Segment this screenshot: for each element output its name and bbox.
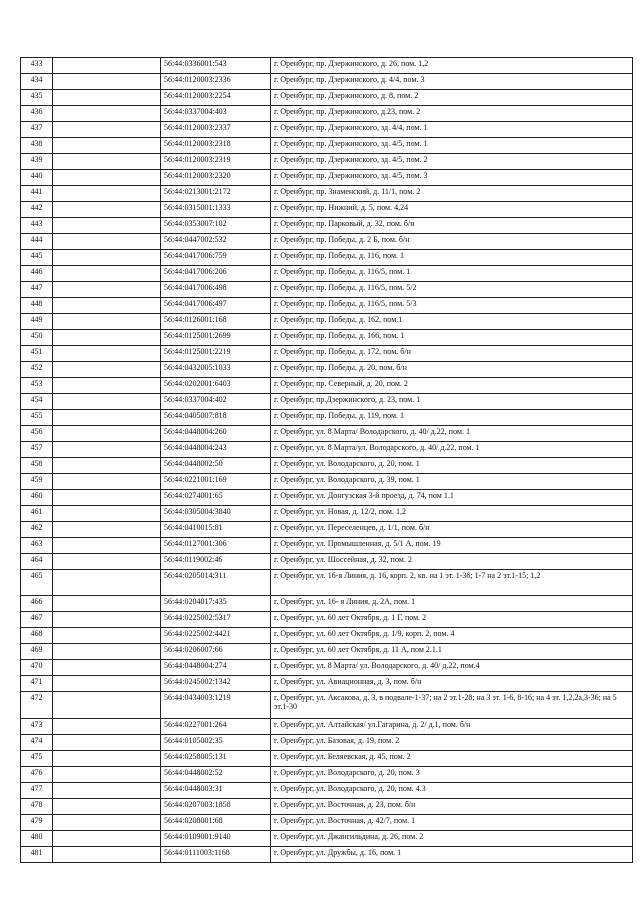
table-row	[21, 362, 633, 378]
cadastral-number: 56:44:0337004:403	[161, 106, 271, 122]
row-number: 435	[21, 90, 53, 106]
cadastral-number: 56:44:0208001:68	[161, 815, 271, 831]
blank-cell	[53, 719, 161, 735]
blank-cell	[53, 90, 161, 106]
cadastral-number: 56:44:0127001:306	[161, 538, 271, 554]
object-address: г. Оренбург, ул. 16- я Линия, д. 2А, пом. 1	[271, 596, 633, 612]
table-row	[21, 522, 633, 538]
table-row	[21, 474, 633, 490]
row-number: 445	[21, 250, 53, 266]
blank-cell	[53, 138, 161, 154]
table-row	[21, 170, 633, 186]
table-row	[21, 676, 633, 692]
object-address: г. Оренбург, ул. Володарского, д. 20, пом. 4.3	[271, 783, 633, 799]
table-row	[21, 815, 633, 831]
blank-cell	[53, 58, 161, 74]
registry-table	[20, 57, 633, 863]
blank-cell	[53, 815, 161, 831]
blank-cell	[53, 378, 161, 394]
row-number: 439	[21, 154, 53, 170]
cadastral-number: 56:44:0337004:402	[161, 394, 271, 410]
table-row	[21, 692, 633, 719]
object-address: г. Оренбург, ул. 8 Марта/ул. Володарского, д. 40/ д.22, пом. 1	[271, 442, 633, 458]
cadastral-number: 56:44:0221001:169	[161, 474, 271, 490]
blank-cell	[53, 799, 161, 815]
row-number: 462	[21, 522, 53, 538]
blank-cell	[53, 751, 161, 767]
table-row	[21, 298, 633, 314]
row-number: 471	[21, 676, 53, 692]
object-address: г. Оренбург, пр. Дзержинского, зд. 4/5, пом. 1	[271, 138, 633, 154]
row-number: 464	[21, 554, 53, 570]
cadastral-number: 56:44:0205014:311	[161, 570, 271, 596]
table-row	[21, 767, 633, 783]
object-address: г. Оренбург, пр. Знаменский, д. 11/1, пом. 2	[271, 186, 633, 202]
cadastral-number: 56:44:0120003:2336	[161, 74, 271, 90]
blank-cell	[53, 394, 161, 410]
row-number: 438	[21, 138, 53, 154]
object-address: г. Оренбург, ул. Восточная, д. 42/7, пом. 1	[271, 815, 633, 831]
row-number: 468	[21, 628, 53, 644]
row-number: 451	[21, 346, 53, 362]
cadastral-number: 56:44:0120003:2254	[161, 90, 271, 106]
object-address: г. Оренбург, ул. Авиационная, д. 3, пом. б/н	[271, 676, 633, 692]
row-number: 460	[21, 490, 53, 506]
row-number: 481	[21, 847, 53, 863]
row-number: 457	[21, 442, 53, 458]
table-row	[21, 106, 633, 122]
cadastral-number: 56:44:0432005:1033	[161, 362, 271, 378]
object-address: г. Оренбург, пр. Победы, д. 20, пом. б/н	[271, 362, 633, 378]
object-address: г. Оренбург, ул. Переселенцев, д. 1/1, пом. б/н	[271, 522, 633, 538]
blank-cell	[53, 783, 161, 799]
object-address: г. Оренбург, пр. Дзержинского, зд. 4/5, пом. 3	[271, 170, 633, 186]
cadastral-number: 56:44:0120003:2319	[161, 154, 271, 170]
row-number: 461	[21, 506, 53, 522]
row-number: 478	[21, 799, 53, 815]
blank-cell	[53, 490, 161, 506]
cadastral-number: 56:44:0448002:52	[161, 767, 271, 783]
row-number: 476	[21, 767, 53, 783]
blank-cell	[53, 735, 161, 751]
blank-cell	[53, 250, 161, 266]
object-address: г. Оренбург, ул. 60 лет Октября, д. 1/9, корп. 2, пом. 4	[271, 628, 633, 644]
row-number: 466	[21, 596, 53, 612]
table-row	[21, 218, 633, 234]
table-row	[21, 554, 633, 570]
table-row	[21, 266, 633, 282]
row-number: 459	[21, 474, 53, 490]
object-address: г. Оренбург, ул. 8 Марта/ ул. Володарского, д. 40/ д.22, пом.4	[271, 660, 633, 676]
table-row	[21, 831, 633, 847]
row-number: 454	[21, 394, 53, 410]
cadastral-number: 56:44:0105002:35	[161, 735, 271, 751]
blank-cell	[53, 154, 161, 170]
blank-cell	[53, 74, 161, 90]
cadastral-number: 56:44:0448002:50	[161, 458, 271, 474]
object-address: г. Оренбург, ул. Промышленная, д. 5/1 А, пом. 19	[271, 538, 633, 554]
table-row	[21, 719, 633, 735]
cadastral-number: 56:44:0417006:206	[161, 266, 271, 282]
table-row	[21, 799, 633, 815]
table-row	[21, 426, 633, 442]
cadastral-number: 56:44:0417006:498	[161, 282, 271, 298]
row-number: 447	[21, 282, 53, 298]
table-row	[21, 186, 633, 202]
blank-cell	[53, 831, 161, 847]
object-address: г. Оренбург, пр. Нижний, д. 5, пом. 4,24	[271, 202, 633, 218]
blank-cell	[53, 170, 161, 186]
object-address: г. Оренбург, пр. Парковый, д. 32, пом. б/н	[271, 218, 633, 234]
blank-cell	[53, 847, 161, 863]
object-address: г. Оренбург, пр. Дзержинского, д.23, пом. 2	[271, 106, 633, 122]
table-row	[21, 735, 633, 751]
object-address: г. Оренбург, ул. Джангильдина, д. 26, пом. 2	[271, 831, 633, 847]
cadastral-number: 56:44:0207003:1858	[161, 799, 271, 815]
object-address: г. Оренбург, пр. Победы, д. 166, пом. 1	[271, 330, 633, 346]
cadastral-number: 56:44:0405007:818	[161, 410, 271, 426]
object-address: г. Оренбург, пр. Победы, д. 116/5, пом. 5/3	[271, 298, 633, 314]
cadastral-number: 56:44:0353007:102	[161, 218, 271, 234]
blank-cell	[53, 234, 161, 250]
table-row	[21, 154, 633, 170]
object-address: г. Оренбург, ул. Шоссейная, д. 32, пом. 2	[271, 554, 633, 570]
table-row	[21, 282, 633, 298]
table-row	[21, 250, 633, 266]
cadastral-number: 56:44:0448004:243	[161, 442, 271, 458]
row-number: 458	[21, 458, 53, 474]
object-address: г. Оренбург, ул. Дружбы, д. 16, пом. 1	[271, 847, 633, 863]
cadastral-number: 56:44:0204017:435	[161, 596, 271, 612]
row-number: 477	[21, 783, 53, 799]
blank-cell	[53, 660, 161, 676]
object-address: г. Оренбург, ул. Новая, д. 12/2, пом. 1,2	[271, 506, 633, 522]
blank-cell	[53, 506, 161, 522]
cadastral-number: 56:44:0315001:1333	[161, 202, 271, 218]
object-address: г. Оренбург, пр. Победы, д. 162, пом.1	[271, 314, 633, 330]
table-row	[21, 330, 633, 346]
row-number: 444	[21, 234, 53, 250]
row-number: 480	[21, 831, 53, 847]
blank-cell	[53, 106, 161, 122]
object-address: г. Оренбург, пр. Победы, д. 119, пом. 1	[271, 410, 633, 426]
cadastral-number: 56:44:0258005:131	[161, 751, 271, 767]
table-row	[21, 596, 633, 612]
cadastral-number: 56:44:0274001:65	[161, 490, 271, 506]
cadastral-number: 56:44:0120003:2318	[161, 138, 271, 154]
object-address: г. Оренбург, пр. Победы, д. 116, пом. 1	[271, 250, 633, 266]
object-address: г. Оренбург, ул. Восточная, д. 23, пом. б/н	[271, 799, 633, 815]
table-row	[21, 644, 633, 660]
object-address: г. Оренбург, пр. Дзержинского, д. 8, пом. 2	[271, 90, 633, 106]
object-address: г. Оренбург, пр. Победы, д. 116/5, пом. 1	[271, 266, 633, 282]
blank-cell	[53, 410, 161, 426]
cadastral-number: 56:44:0417006:497	[161, 298, 271, 314]
blank-cell	[53, 202, 161, 218]
row-number: 472	[21, 692, 53, 719]
blank-cell	[53, 362, 161, 378]
object-address: г. Оренбург, ул. 8 Марта/ Володарского, д. 40/ д.22, пом. 1	[271, 426, 633, 442]
blank-cell	[53, 596, 161, 612]
table-row	[21, 751, 633, 767]
row-number: 433	[21, 58, 53, 74]
blank-cell	[53, 692, 161, 719]
row-number: 448	[21, 298, 53, 314]
blank-cell	[53, 282, 161, 298]
cadastral-number: 56:44:0225002:4421	[161, 628, 271, 644]
table-row	[21, 628, 633, 644]
blank-cell	[53, 644, 161, 660]
blank-cell	[53, 346, 161, 362]
object-address: г. Оренбург, ул. Володарского, д. 20, пом. 3	[271, 767, 633, 783]
object-address: г. Оренбург, ул. Алтайская/ ул.Гагарина, д. 2/ д.1, пом. б/н	[271, 719, 633, 735]
object-address: г. Оренбург, ул. Володарского, д. 39, пом. 1	[271, 474, 633, 490]
cadastral-number: 56:44:0336001:543	[161, 58, 271, 74]
row-number: 470	[21, 660, 53, 676]
object-address: г. Оренбург, пр. Дзержинского, д. 4/4, пом. 3	[271, 74, 633, 90]
cadastral-number: 56:44:0120003:2337	[161, 122, 271, 138]
object-address: г. Оренбург, пр. Дзержинского, д. 26, пом. 1,2	[271, 58, 633, 74]
blank-cell	[53, 474, 161, 490]
cadastral-number: 56:44:0125001:2699	[161, 330, 271, 346]
table-row	[21, 138, 633, 154]
row-number: 452	[21, 362, 53, 378]
table-row	[21, 346, 633, 362]
row-number: 473	[21, 719, 53, 735]
row-number: 475	[21, 751, 53, 767]
blank-cell	[53, 122, 161, 138]
blank-cell	[53, 298, 161, 314]
cadastral-number: 56:44:0227001:264	[161, 719, 271, 735]
blank-cell	[53, 458, 161, 474]
row-number: 434	[21, 74, 53, 90]
blank-cell	[53, 554, 161, 570]
object-address: г. Оренбург, пр. Победы, д. 116/5, пом. 5/2	[271, 282, 633, 298]
row-number: 437	[21, 122, 53, 138]
blank-cell	[53, 330, 161, 346]
cadastral-number: 56:44:0119002:46	[161, 554, 271, 570]
blank-cell	[53, 570, 161, 596]
cadastral-number: 56:44:0111003:1168	[161, 847, 271, 863]
table-row	[21, 394, 633, 410]
blank-cell	[53, 442, 161, 458]
cadastral-number: 56:44:0448004:260	[161, 426, 271, 442]
cadastral-number: 56:44:0109001:9140	[161, 831, 271, 847]
object-address: г. Оренбург, ул. Донгузская 3-й проезд, д. 74, пом 1.1	[271, 490, 633, 506]
row-number: 440	[21, 170, 53, 186]
cadastral-number: 56:44:0448003:31	[161, 783, 271, 799]
table-row	[21, 202, 633, 218]
row-number: 436	[21, 106, 53, 122]
row-number: 465	[21, 570, 53, 596]
table-row	[21, 612, 633, 628]
cadastral-number: 56:44:0206007:66	[161, 644, 271, 660]
blank-cell	[53, 186, 161, 202]
row-number: 467	[21, 612, 53, 628]
blank-cell	[53, 266, 161, 282]
cadastral-number: 56:44:0245002:1342	[161, 676, 271, 692]
row-number: 449	[21, 314, 53, 330]
row-number: 453	[21, 378, 53, 394]
cadastral-number: 56:44:0225002:5317	[161, 612, 271, 628]
blank-cell	[53, 676, 161, 692]
cadastral-number: 56:44:0120003:2320	[161, 170, 271, 186]
cadastral-number: 56:44:0213001:2172	[161, 186, 271, 202]
table-row	[21, 783, 633, 799]
registry-sheet	[20, 57, 632, 863]
table-row	[21, 234, 633, 250]
cadastral-number: 56:44:0434003:1219	[161, 692, 271, 719]
table-row	[21, 458, 633, 474]
table-row	[21, 378, 633, 394]
blank-cell	[53, 767, 161, 783]
row-number: 455	[21, 410, 53, 426]
cadastral-number: 56:44:0448004:274	[161, 660, 271, 676]
cadastral-number: 56:44:0305004:3840	[161, 506, 271, 522]
blank-cell	[53, 426, 161, 442]
object-address: г. Оренбург, ул. 60 лет Октября, д. 11 А, пом 2.1.1	[271, 644, 633, 660]
cadastral-number: 56:44:0125001:2219	[161, 346, 271, 362]
object-address: г. Оренбург, пр. Победы, д. 172, пом. б/н	[271, 346, 633, 362]
cadastral-number: 56:44:0447002:532	[161, 234, 271, 250]
table-row	[21, 660, 633, 676]
blank-cell	[53, 314, 161, 330]
table-row	[21, 442, 633, 458]
object-address: г. Оренбург, ул. Аксакова, д. 3, в подвале-1-37; на 2 эт.1-28; на 3 эт. 1-6, 8-16; на 4 эт. 1,2,2а,3-36; на 5 эт.1-30	[271, 692, 633, 719]
table-row	[21, 570, 633, 596]
table-row	[21, 847, 633, 863]
row-number: 450	[21, 330, 53, 346]
row-number: 442	[21, 202, 53, 218]
table-row	[21, 58, 633, 74]
row-number: 463	[21, 538, 53, 554]
blank-cell	[53, 612, 161, 628]
row-number: 441	[21, 186, 53, 202]
cadastral-number: 56:44:0417006:759	[161, 250, 271, 266]
row-number: 443	[21, 218, 53, 234]
cadastral-number: 56:44:0410015:81	[161, 522, 271, 538]
object-address: г. Оренбург, пр. Дзержинского, зд. 4/4, пом. 1	[271, 122, 633, 138]
row-number: 469	[21, 644, 53, 660]
table-row	[21, 506, 633, 522]
object-address: г. Оренбург, ул. Беляевская, д. 45, пом. 2	[271, 751, 633, 767]
table-row	[21, 74, 633, 90]
blank-cell	[53, 218, 161, 234]
object-address: г. Оренбург, пр. Победы, д. 2 Б, пом. б/н	[271, 234, 633, 250]
row-number: 456	[21, 426, 53, 442]
object-address: г. Оренбург, пр. Дзержинского, зд. 4/5, пом. 2	[271, 154, 633, 170]
cadastral-number: 56:44:0126001:168	[161, 314, 271, 330]
table-row	[21, 314, 633, 330]
object-address: г. Оренбург, пр.Дзержинского, д. 23, пом. 1	[271, 394, 633, 410]
blank-cell	[53, 538, 161, 554]
object-address: г. Оренбург, ул. Базовая, д. 19, пом. 2	[271, 735, 633, 751]
row-number: 446	[21, 266, 53, 282]
row-number: 474	[21, 735, 53, 751]
object-address: г. Оренбург, ул. 16-я Линия, д. 16, корп. 2, кв. на 1 эт. 1-36; 1-7 на 2 эт.1-15; 1,2	[271, 570, 633, 596]
object-address: г. Оренбург, пр. Северный, д. 20, пом. 2	[271, 378, 633, 394]
blank-cell	[53, 522, 161, 538]
registry-table-body	[21, 58, 633, 863]
table-row	[21, 538, 633, 554]
table-row	[21, 90, 633, 106]
object-address: г. Оренбург, ул. 60 лет Октября, д. 1 Г, пом. 2	[271, 612, 633, 628]
object-address: г. Оренбург, ул. Володарского, д. 20, пом. 1	[271, 458, 633, 474]
blank-cell	[53, 628, 161, 644]
table-row	[21, 122, 633, 138]
cadastral-number: 56:44:0202001:6403	[161, 378, 271, 394]
row-number: 479	[21, 815, 53, 831]
table-row	[21, 490, 633, 506]
table-row	[21, 410, 633, 426]
